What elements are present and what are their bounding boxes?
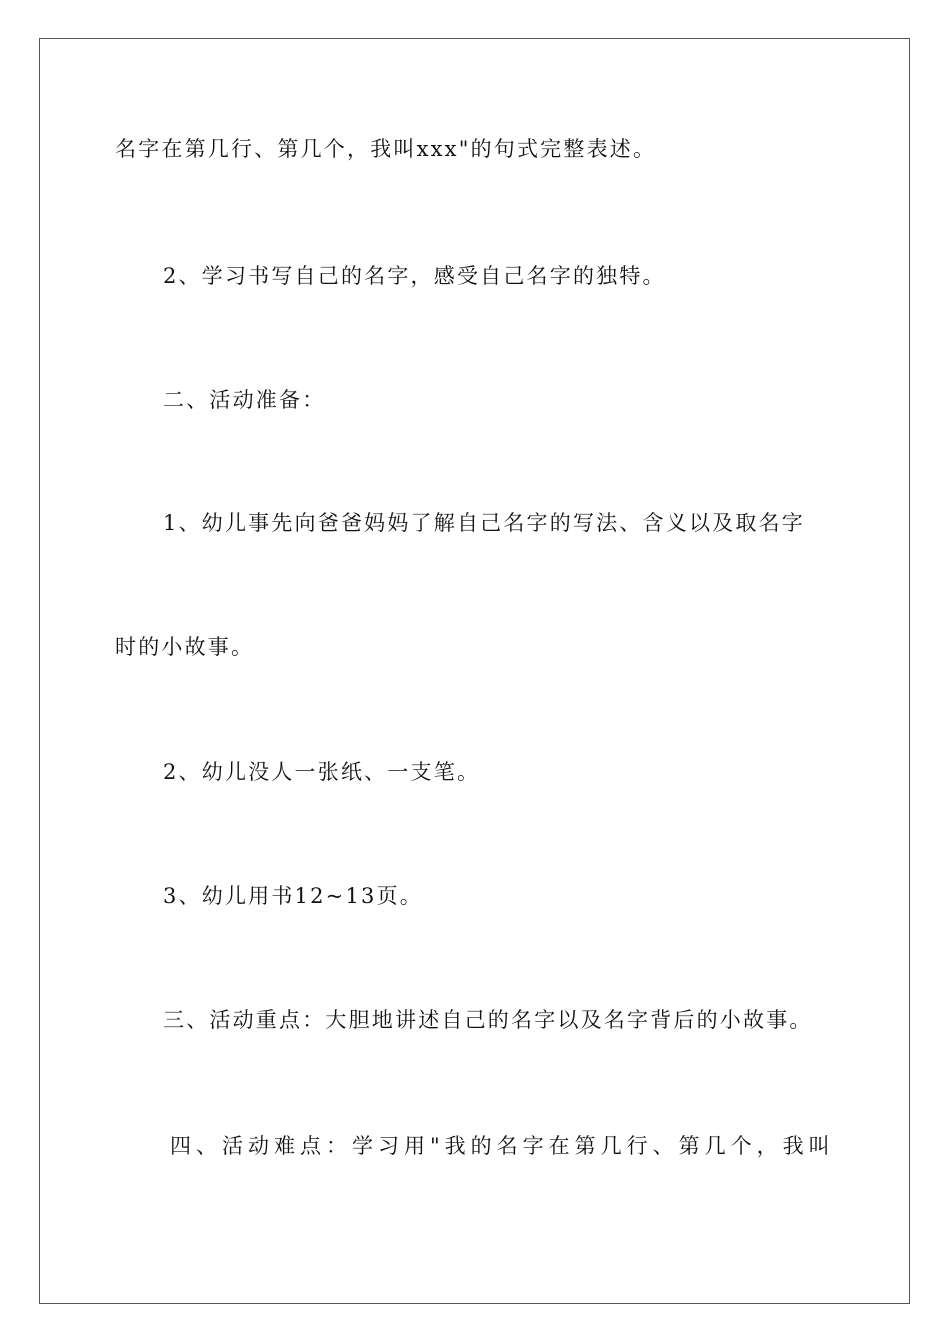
section-heading: 三、活动重点：大胆地讲述自己的名字以及名字背后的小故事。 [163, 1008, 813, 1032]
paragraph-line: 名字在第几行、第几个，我叫xxx"的句式完整表述。 [115, 137, 657, 161]
paragraph-line: 时的小故事。 [115, 635, 255, 659]
page-border [39, 38, 910, 1304]
paragraph-line: 2、学习书写自己的名字，感受自己名字的独特。 [163, 264, 666, 288]
paragraph-line: 3、幼儿用书12~13页。 [163, 884, 423, 908]
section-heading: 四、活动难点：学习用"我的名字在第几行、第几个，我叫 [170, 1134, 835, 1158]
paragraph-line: 2、幼儿没人一张纸、一支笔。 [163, 760, 481, 784]
paragraph-line: 1、幼儿事先向爸爸妈妈了解自己名字的写法、含义以及取名字 [163, 511, 805, 535]
section-heading: 二、活动准备： [163, 388, 326, 412]
